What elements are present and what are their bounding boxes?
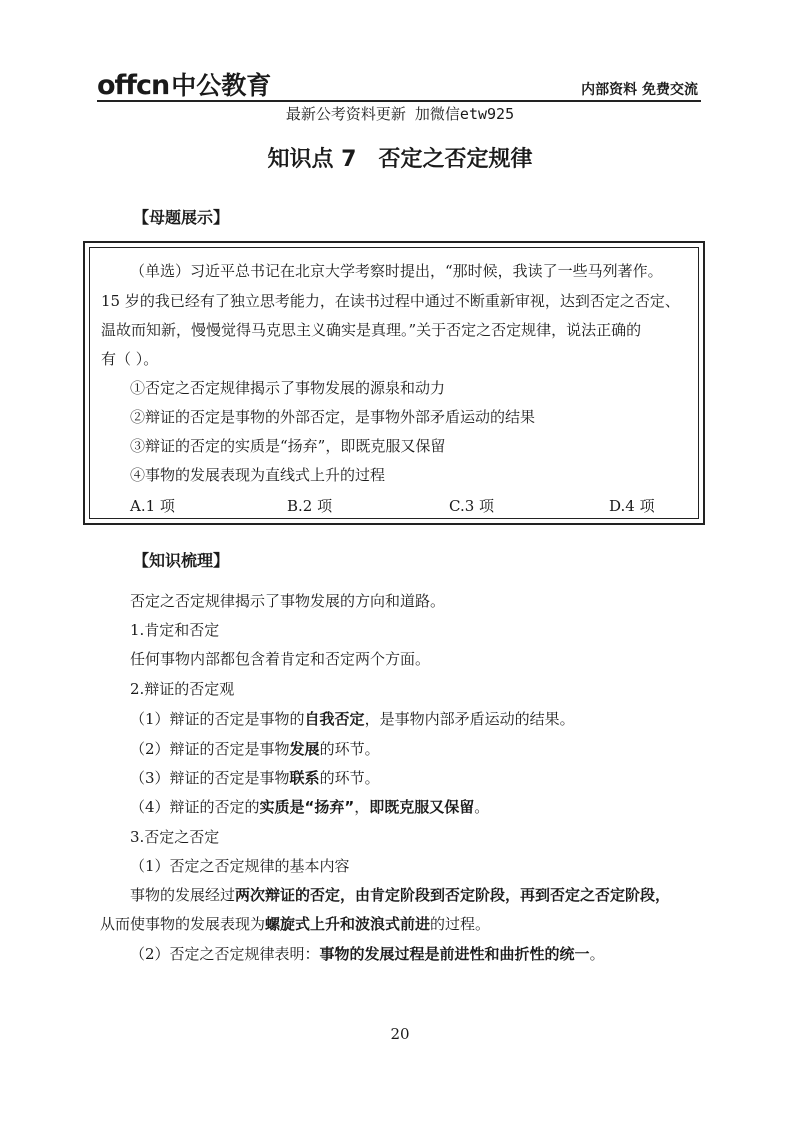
logo-chinese-text: 中公教育 (171, 71, 272, 100)
section-1-text: 任何事物内部都包含着肯定和否定两个方面。 (130, 650, 431, 668)
option-d: D.4 项 (609, 497, 655, 515)
section-3-subtitle: （1）否定之否定规律的基本内容 (130, 857, 350, 875)
subtitle-text: （2）否定之否定规律表明： (130, 945, 320, 963)
paragraph-text: 从而使事物的发展表现为 (100, 915, 266, 933)
item-text: （1）辩证的否定是事物的 (130, 710, 305, 728)
item-emphasis: 实质是“扬弃” (259, 798, 355, 816)
item-text: 。 (474, 798, 490, 816)
knowledge-intro: 否定之否定规律揭示了事物发展的方向和道路。 (130, 592, 446, 610)
option-b: B.2 项 (287, 497, 333, 515)
option-c: C.3 项 (449, 497, 495, 515)
page-number: 20 (390, 1025, 410, 1043)
question-line: 15 岁的我已经有了独立思考能力，在读书过程中通过不断重新审视，达到否定之否定、 (101, 292, 680, 310)
section-3-title: 3.否定之否定 (130, 828, 220, 846)
header-right-label: 内部资料 免费交流 (581, 82, 698, 98)
item-text: ， (354, 798, 370, 816)
item-text: （4）辩证的否定的 (130, 798, 260, 816)
item-text: （2）辩证的否定是事物 (130, 740, 290, 758)
paragraph-emphasis: 两次辩证的否定，由肯定阶段到否定阶段，再到否定之否定阶段， (235, 886, 671, 904)
paragraph-emphasis: 螺旋式上升和波浪式前进 (265, 915, 431, 933)
item-emphasis: 即既克服又保留 (369, 798, 475, 816)
offcn-logo (97, 72, 271, 100)
question-line: （单选）习近平总书记在北京大学考察时提出，“那时候，我读了一些马列著作。 (130, 262, 663, 280)
item-emphasis: 发展 (289, 740, 320, 758)
subtitle-emphasis: 事物的发展过程是前进性和曲折性的统一 (319, 945, 590, 963)
statement-item: ①否定之否定规律揭示了事物发展的源泉和动力 (130, 379, 446, 397)
header-divider (97, 100, 701, 102)
section-2-title: 2.辩证的否定观 (130, 680, 235, 698)
paragraph-text: 的过程。 (430, 915, 491, 933)
section-3-paragraph-line (100, 913, 490, 934)
section-2-item (130, 738, 380, 759)
knowledge-heading: 【知识梳理】 (133, 551, 230, 570)
update-notice: 最新公考资料更新 加微信etw925 (285, 105, 515, 123)
subtitle-text: 。 (589, 945, 605, 963)
item-text: ，是事物内部矛盾运动的结果。 (364, 710, 575, 728)
section-3-subtitle (130, 943, 605, 964)
paragraph-text: 事物的发展经过 (130, 886, 236, 904)
page-title: 知识点 7 否定之否定规律 (267, 147, 533, 172)
question-line: 温故而知新，慢慢觉得马克思主义确实是真理。”关于否定之否定规律，说法正确的 (101, 321, 642, 339)
item-emphasis: 联系 (289, 769, 320, 787)
section-3-paragraph-line (130, 884, 670, 905)
section-2-item (130, 767, 380, 788)
option-a: A.1 项 (130, 497, 175, 515)
item-text: 的环节。 (319, 769, 380, 787)
section-1-title: 1.肯定和否定 (130, 621, 220, 639)
question-heading: 【母题展示】 (133, 208, 230, 227)
section-2-item (130, 796, 489, 817)
statement-item: ②辩证的否定是事物的外部否定，是事物外部矛盾运动的结果 (130, 408, 536, 426)
item-text: 的环节。 (319, 740, 380, 758)
section-2-item (130, 708, 575, 729)
item-text: （3）辩证的否定是事物 (130, 769, 290, 787)
statement-item: ③辩证的否定的实质是“扬弃”，即既克服又保留 (130, 437, 446, 455)
item-emphasis: 自我否定 (304, 710, 365, 728)
statement-item: ④事物的发展表现为直线式上升的过程 (130, 466, 386, 484)
logo-latin-text: offcn (97, 70, 170, 101)
question-line: 有（ ）。 (101, 350, 159, 368)
